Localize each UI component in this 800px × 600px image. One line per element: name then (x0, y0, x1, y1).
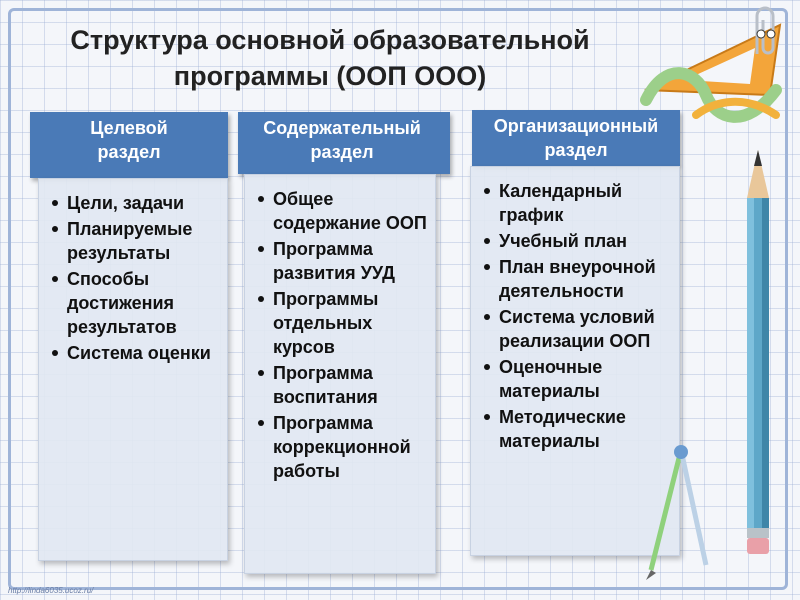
list-item: Программа коррекционной работы (273, 411, 429, 483)
compass-icon (636, 440, 726, 580)
list-item: Программа развития УУД (273, 237, 429, 285)
item-list (39, 179, 227, 365)
list-item: План внеурочной деятельности (499, 255, 673, 303)
column-header (30, 112, 228, 178)
paperclip-icon (745, 4, 785, 64)
list-item: Цели, задачи (67, 191, 221, 215)
source-credit: http://linda6035.ucoz.ru/ (8, 586, 94, 595)
list-item: Планируемые результаты (67, 217, 221, 265)
list-item: Учебный план (499, 229, 673, 253)
list-item: Система оценки (67, 341, 221, 365)
slide-title: Структура основной образовательной программы (ООП ООО) (70, 25, 590, 91)
pencil-icon (738, 150, 778, 560)
column-body (244, 174, 436, 574)
list-item: Программы отдельных курсов (273, 287, 429, 359)
column-body (38, 178, 228, 561)
column-header-label: Организационный раздел (493, 116, 659, 160)
item-list (471, 167, 679, 453)
curve-ruler-icon (636, 60, 786, 140)
column-header-label: Целевой раздел (90, 118, 168, 162)
list-item: Система условий реализации ООП (499, 305, 673, 353)
list-item: Способы достижения результатов (67, 267, 221, 339)
list-item: Календарный график (499, 179, 673, 227)
column-header (238, 112, 450, 174)
column-header-label: Содержательный раздел (263, 118, 421, 162)
list-item: Общее содержание ООП (273, 187, 429, 235)
list-item: Программа воспитания (273, 361, 429, 409)
list-item: Оценочные материалы (499, 355, 673, 403)
item-list (245, 175, 435, 483)
list-item: Методические материалы (499, 405, 673, 453)
